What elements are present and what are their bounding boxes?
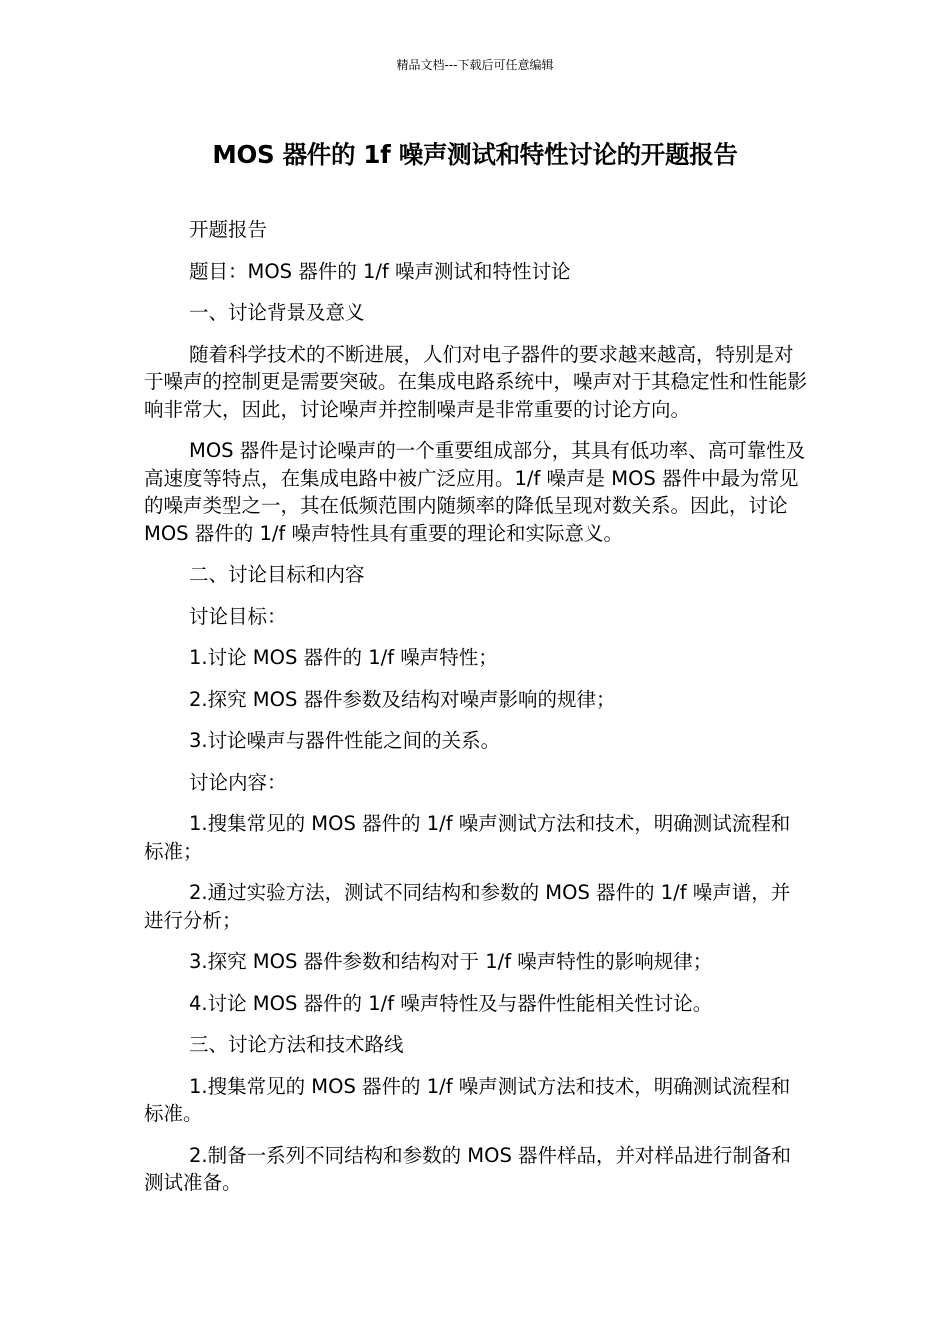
page-header: 精品文档---下载后可任意编辑 [396, 58, 554, 72]
content-item-2: 2.通过实验方法，测试不同结构和参数的 MOS 器件的 1/f 噪声谱，并进行分析； [144, 881, 791, 932]
method-item-2: 2.制备一系列不同结构和参数的 MOS 器件样品，并对样品进行制备和测试准备。 [144, 1143, 792, 1194]
topic-line: 题目：MOS 器件的 1/f 噪声测试和特性讨论 [189, 259, 571, 283]
goals-label: 讨论目标： [189, 604, 287, 628]
goal-item-3: 3.讨论噪声与器件性能之间的关系。 [189, 729, 501, 752]
goal-item-1: 1.讨论 MOS 器件的 1/f 噪声特性； [189, 646, 498, 669]
section-heading-2: 二、讨论目标和内容 [189, 563, 365, 586]
goal-item-2: 2.探究 MOS 器件参数及结构对噪声影响的规律； [189, 687, 616, 711]
section-heading-3: 三、讨论方法和技术路线 [189, 1033, 404, 1056]
document-title: MOS 器件的 1f 噪声测试和特性讨论的开题报告 [212, 140, 738, 169]
content-item-4: 4.讨论 MOS 器件的 1/f 噪声特性及与器件性能相关性讨论。 [189, 991, 713, 1015]
content-label: 讨论内容： [189, 770, 287, 794]
document-body [144, 216, 808, 1211]
content-item-1: 1.搜集常见的 MOS 器件的 1/f 噪声测试方法和技术，明确测试流程和标准； [144, 812, 791, 863]
content-item-3: 3.探究 MOS 器件参数和结构对于 1/f 噪声特性的影响规律； [189, 950, 713, 973]
background-paragraph-1: 随着科学技术的不断进展，人们对电子器件的要求越来越高，特别是对于噪声的控制更是需要突破。在集成电路系统中，噪声对于其稳定性和性能影响非常大，因此，讨论噪声并控制噪声是非常重要的讨论方向。 [144, 342, 808, 421]
method-item-1: 1.搜集常见的 MOS 器件的 1/f 噪声测试方法和技术，明确测试流程和标准。 [144, 1074, 791, 1125]
section-heading-1: 一、讨论背景及意义 [189, 301, 365, 324]
section-label: 开题报告 [189, 218, 268, 241]
background-paragraph-2: MOS 器件是讨论噪声的一个重要组成部分，其具有低功率、高可靠性及高速度等特点，在集成电路中被广泛应用。1/f 噪声是 MOS 器件中最为常见的噪声类型之一，其在低频范围内随频率的降低呈现对数关系。因此，讨论 MOS 器件的 1/f 噪声特性具有重要的理论和实际意义。 [144, 439, 806, 545]
